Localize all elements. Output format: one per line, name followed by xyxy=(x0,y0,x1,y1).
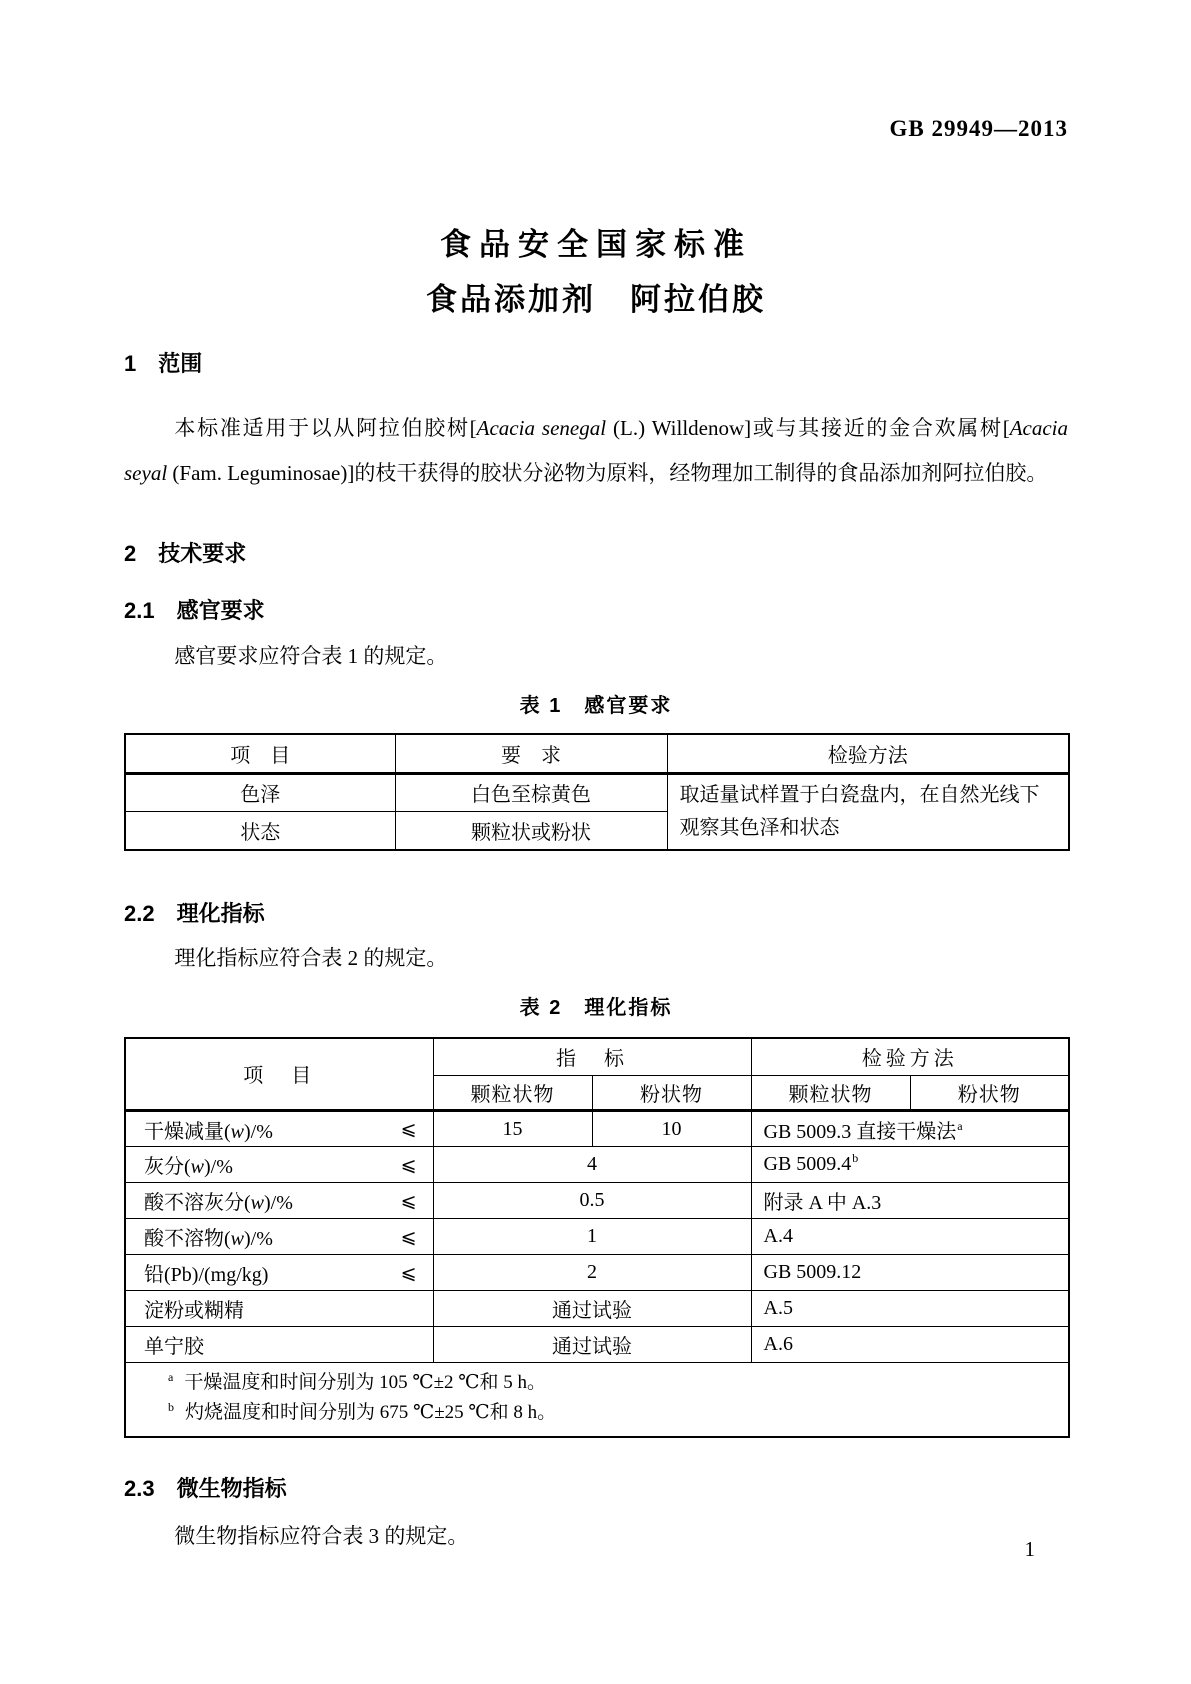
table-row xyxy=(125,1147,1069,1183)
table-row xyxy=(125,1327,1069,1363)
row-method: GB 5009.4$^b$ xyxy=(751,1147,1069,1183)
section-number: 1 xyxy=(124,351,137,376)
row-value-powder: 10 xyxy=(592,1111,751,1147)
latin-species-name: Acacia senegal xyxy=(476,416,607,440)
row-item-label: 单宁胶 xyxy=(144,1336,204,1358)
row-value: 0.5 xyxy=(433,1183,751,1219)
table-row xyxy=(125,1219,1069,1255)
row-requirement: 颗粒状或粉状 xyxy=(395,811,667,849)
section-title: 理化指标 xyxy=(176,900,265,926)
table-2-caption: 表 2 理化指标 xyxy=(519,996,673,1019)
section-2-1-heading xyxy=(124,597,1068,625)
section-2-2-body: 理化指标应符合表 2 的规定。 xyxy=(174,945,448,970)
row-item-label: 酸不溶物(w)/% xyxy=(144,1228,273,1250)
section-number: 2.2 xyxy=(124,900,155,926)
section-2-2-heading xyxy=(124,900,1068,928)
section-number: 2.1 xyxy=(124,598,155,623)
table-footnote: $^b$ 灼烧温度和时间分别为 675 ℃±25 ℃和 8 h。 xyxy=(168,1399,557,1423)
table-header-row xyxy=(125,734,1069,773)
row-item-label: 灰分(w)/% xyxy=(144,1156,233,1178)
row-item-label: 干燥减量(w)/% xyxy=(144,1120,273,1143)
section-title: 感官要求 xyxy=(176,598,265,623)
row-item-label: 淀粉或糊精 xyxy=(144,1300,244,1322)
col-header-item: 项 目 xyxy=(125,1038,433,1111)
section-2-1-body: 感官要求应符合表 1 的规定。 xyxy=(174,644,448,668)
footnote-row xyxy=(125,1363,1069,1438)
subcol-granular: 颗粒状物 xyxy=(433,1076,592,1111)
table-row xyxy=(125,1111,1069,1147)
table-row xyxy=(125,773,1069,811)
col-header-index: 指 标 xyxy=(433,1038,751,1076)
sensory-requirements-table xyxy=(124,733,1070,851)
table-header-row xyxy=(125,1038,1069,1076)
row-value: 1 xyxy=(433,1219,751,1255)
row-item-label: 酸不溶灰分(w)/% xyxy=(144,1192,293,1214)
footnote-marker: b xyxy=(168,1399,174,1414)
footnote-marker: a xyxy=(957,1118,963,1133)
section-title: 范围 xyxy=(158,351,203,376)
table-1-caption: 表 1 感官要求 xyxy=(519,695,673,717)
document-title-line2: 食品添加剂 阿拉伯胶 xyxy=(426,282,766,317)
row-item: 色泽 xyxy=(125,773,395,811)
merged-method-cell: 取适量试样置于白瓷盘内，在自然光线下观察其色泽和状态 xyxy=(667,773,1069,850)
standard-number: GB 29949—2013 xyxy=(889,116,1068,141)
subcol-powder: 粉状物 xyxy=(910,1076,1069,1111)
footnote-marker: b xyxy=(852,1151,859,1166)
subcol-powder: 粉状物 xyxy=(592,1076,751,1111)
leq-symbol: ⩽ xyxy=(400,1225,417,1248)
col-header-method: 检验方法 xyxy=(667,734,1069,773)
row-requirement: 白色至棕黄色 xyxy=(395,773,667,811)
table-row xyxy=(125,1183,1069,1219)
row-value: 通过试验 xyxy=(433,1291,751,1327)
document-title-line1: 食品安全国家标准 xyxy=(440,227,752,262)
row-value: 通过试验 xyxy=(433,1327,751,1363)
subcol-granular: 颗粒状物 xyxy=(751,1076,910,1111)
table-row xyxy=(125,1255,1069,1291)
footnote-marker: a xyxy=(168,1369,174,1384)
section-2-heading xyxy=(124,540,1068,568)
section-2-3-heading xyxy=(124,1475,1068,1503)
leq-symbol: ⩽ xyxy=(400,1118,417,1140)
row-item-label: 铅(Pb)/(mg/kg) xyxy=(144,1264,269,1286)
page-number: 1 xyxy=(1024,1537,1035,1561)
section-1-heading xyxy=(124,350,1068,378)
table-row xyxy=(125,1291,1069,1327)
row-value-granular: 15 xyxy=(433,1111,592,1147)
table-footnote: $^a$ 干燥温度和时间分别为 105 ℃±2 ℃和 5 h。 xyxy=(168,1369,547,1393)
leq-symbol: ⩽ xyxy=(400,1153,417,1176)
physicochemical-index-table xyxy=(124,1037,1070,1439)
latin-species-name: Acacia seyal xyxy=(124,416,1069,485)
row-method: A.6 xyxy=(751,1327,1069,1363)
row-method: A.4 xyxy=(751,1219,1069,1255)
leq-symbol: ⩽ xyxy=(400,1189,417,1212)
col-header-item: 项 目 xyxy=(125,734,395,773)
col-header-method: 检验方法 xyxy=(751,1038,1069,1076)
row-item: 状态 xyxy=(125,811,395,849)
section-title: 微生物指标 xyxy=(176,1476,287,1501)
section-2-3-body: 微生物指标应符合表 3 的规定。 xyxy=(174,1524,469,1548)
leq-symbol: ⩽ xyxy=(400,1261,417,1284)
row-value: 2 xyxy=(433,1255,751,1291)
row-method: GB 5009.12 xyxy=(751,1255,1069,1291)
section-number: 2.3 xyxy=(124,1476,155,1501)
row-method: A.5 xyxy=(751,1291,1069,1327)
row-method: GB 5009.3 直接干燥法$^a$ xyxy=(751,1111,1069,1147)
row-value: 4 xyxy=(433,1147,751,1183)
row-method: 附录 A 中 A.3 xyxy=(751,1183,1069,1219)
section-number: 2 xyxy=(124,541,137,566)
col-header-requirement: 要 求 xyxy=(395,734,667,773)
section-title: 技术要求 xyxy=(158,541,247,566)
scope-paragraph: 本标准适用于以从阿拉伯胶树[Acacia senegal (L.) Willdenow]或与其接近的金合欢属树[Acacia seyal (Fam. Leguminosae)]的枝干获得的胶状分泌物为原料，经物理加工制得的食品添加剂阿拉伯胶。 xyxy=(124,416,1069,485)
